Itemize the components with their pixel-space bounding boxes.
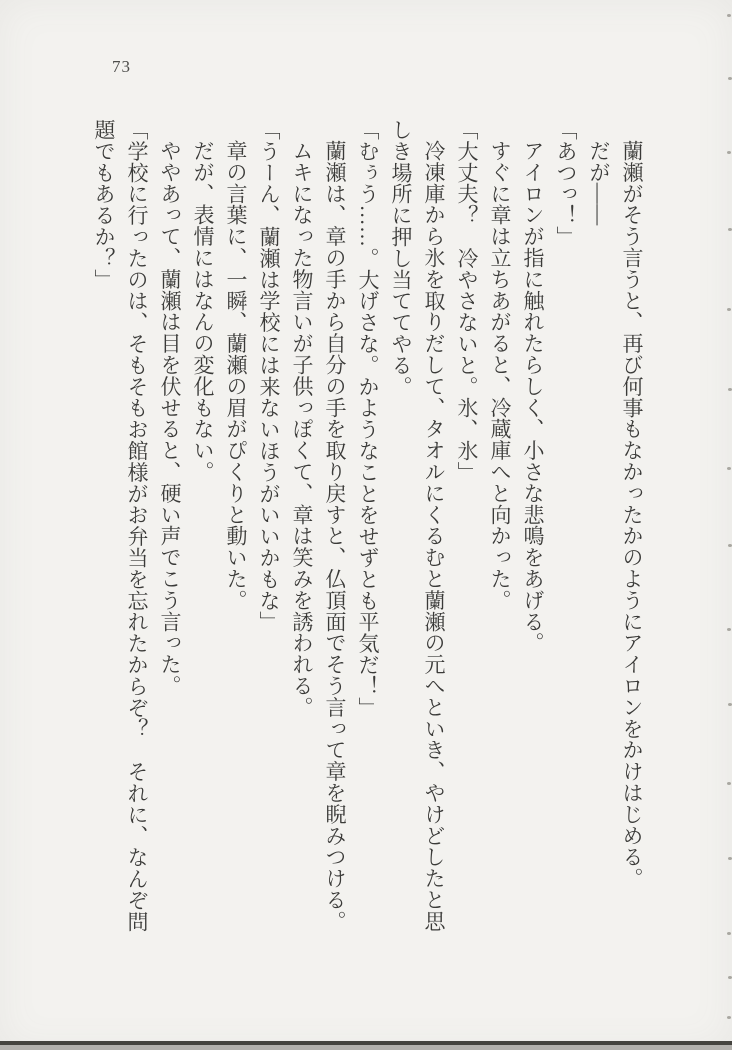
text-line: 蘭瀬がそう言うと、再び何事もなかったかのようにアイロンをかけはじめる。 [620, 140, 644, 889]
text-line: ややあって、蘭瀬は目を伏せると、硬い声でこう言った。 [158, 140, 182, 697]
text-line: 題でもあるか？」 [92, 119, 116, 291]
page-number: 73 [112, 57, 131, 76]
scan-speck [728, 544, 732, 547]
text-line: だが、表情にはなんの変化もない。 [191, 140, 215, 483]
scan-speck [727, 14, 731, 17]
page-bottom-shadow [0, 1045, 732, 1050]
text-line: すぐに章は立ちあがると、冷蔵庫へと向かった。 [488, 140, 512, 611]
scan-speck [728, 857, 732, 860]
scan-speck [727, 628, 731, 631]
text-line: 蘭瀬は、章の手から自分の手を取り戻すと、仏頂面でそう言って章を睨みつける。 [323, 140, 347, 932]
text-line: だが―― [587, 140, 611, 226]
text-line: 冷凍庫から氷を取りだして、タオルにくるむと蘭瀬の元へといき、やけどしたと思 [422, 140, 446, 932]
scan-speck [728, 228, 732, 231]
scan-speck [727, 782, 731, 785]
scan-speck [727, 151, 731, 154]
text-line: アイロンが指に触れたらしく、小さな悲鳴をあげる。 [521, 140, 545, 654]
scan-speck [727, 1016, 731, 1019]
scan-speck [727, 467, 731, 470]
vertical-text-block [82, 119, 648, 939]
text-line: しき場所に押し当ててやる。 [389, 119, 413, 398]
text-line: 「うーん、蘭瀬は学校には来ないほうがいいかもな」 [257, 119, 281, 633]
text-line: 「あつっ！」 [554, 119, 578, 248]
scan-speck [728, 703, 732, 706]
scan-speck [728, 77, 732, 80]
scan-speck [728, 388, 732, 391]
text-line: 章の言葉に、一瞬、蘭瀬の眉がぴくりと動いた。 [224, 140, 248, 611]
scan-speck [727, 308, 731, 311]
text-line: ムキになった物言いが子供っぽくて、章は笑みを誘われる。 [290, 140, 314, 718]
scan-speck [728, 976, 732, 979]
text-line: 「学校に行ったのは、そもそもお館様がお弁当を忘れたからぞ？ それに、なんぞ問 [125, 119, 149, 933]
text-line: 「むぅう……。大げさな。かようなことをせずとも平気だ！」 [356, 119, 380, 719]
scan-speck [727, 932, 731, 935]
text-line: 「大丈夫？ 冷やさないと。氷、氷」 [455, 119, 479, 483]
